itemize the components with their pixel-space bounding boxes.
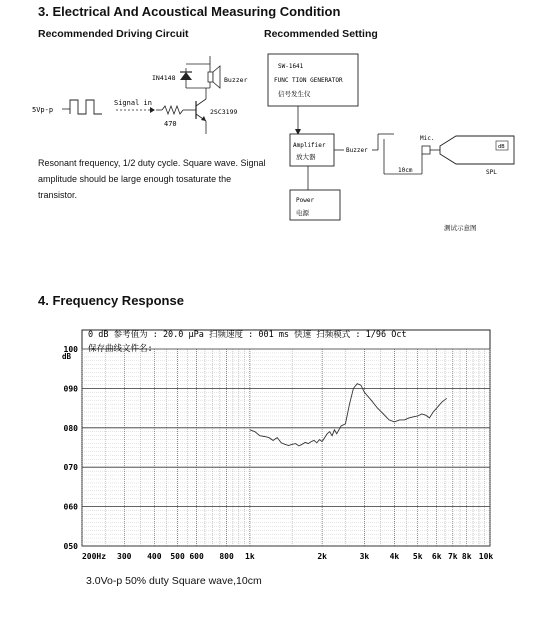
driving-circuit-diagram: [28, 44, 268, 144]
section4-title: 4. Frequency Response: [38, 293, 184, 308]
recommended-setting-title: Recommended Setting: [264, 28, 378, 40]
y-tick-label: 090: [63, 384, 78, 394]
x-tick-label: 3k: [359, 552, 370, 561]
input-label: 5Vp-p: [32, 106, 54, 114]
x-tick-label: 4k: [389, 552, 400, 561]
x-tick-label: 7k: [447, 552, 458, 561]
driving-circuit-title: Recommended Driving Circuit: [38, 28, 189, 40]
db-label: dB: [498, 144, 505, 150]
buzzer-label: Buzzer: [224, 76, 248, 84]
measuring-setup-diagram: [260, 44, 550, 244]
y-axis-label: dB: [62, 352, 72, 361]
power-label: Power: [296, 197, 315, 204]
distance-label: 10cm: [398, 167, 413, 174]
chart-caption: 3.0Vo-p 50% duty Square wave,10cm: [86, 575, 262, 587]
x-tick-label: 800: [219, 552, 234, 561]
y-tick-label: 080: [63, 423, 78, 433]
x-tick-label: 600: [189, 552, 204, 561]
chart-header-line2: 保存曲线文件名:: [88, 344, 153, 354]
signal-in-label: Signal in: [114, 99, 152, 107]
generator-model-label: SW-1641: [278, 63, 304, 70]
x-tick-label: 6k: [431, 552, 442, 561]
square-wave-symbol: [70, 100, 102, 114]
x-tick-label: 10k: [478, 552, 494, 561]
x-tick-label: 500: [170, 552, 185, 561]
diode-symbol: [180, 72, 192, 80]
x-tick-label: 5k: [412, 552, 423, 561]
x-tick-label: 2k: [317, 552, 327, 561]
setup-caption: 测试示意图: [444, 224, 477, 232]
section3-title: 3. Electrical And Acoustical Measuring Condition: [38, 4, 341, 19]
x-tick-label: 1k: [245, 552, 255, 561]
y-tick-label: 070: [63, 463, 78, 473]
buzzer-symbol: [208, 72, 213, 82]
transistor-label: 2SC3199: [210, 108, 238, 116]
resistor-label: 470: [164, 120, 177, 128]
y-tick-label: 100: [63, 345, 78, 354]
generator-cn-label: 信号发生仪: [278, 90, 311, 98]
y-tick-label: 050: [63, 542, 78, 551]
frequency-response-chart: [60, 322, 508, 564]
diode-label: IN4148: [152, 74, 176, 82]
x-tick-label: 200Hz: [81, 552, 107, 561]
amplifier-box: [290, 134, 334, 166]
mic-label: Mic.: [420, 135, 435, 142]
microphone-symbol: [422, 146, 430, 154]
circuit-description: Resonant frequency, 1/2 duty cycle. Square wave. Signal amplitude should be large enough tosaturate the transistor.: [38, 158, 266, 200]
spl-label: SPL: [486, 169, 497, 176]
x-tick-label: 300: [117, 552, 132, 561]
amplifier-cn-label: 放大器: [296, 153, 316, 161]
resistor-symbol: [162, 106, 183, 114]
power-cn-label: 电源: [296, 209, 309, 217]
setup-buzzer-label: Buzzer: [346, 147, 368, 154]
chart-header-text: 0 dB 参考值为 : 20.0 µPa 扫频速度 : 001 ms 快速 扫频模式 : 1/96 Oct: [88, 330, 407, 340]
x-tick-label: 400: [147, 552, 162, 561]
amplifier-label: Amplifier: [293, 142, 326, 149]
y-tick-label: 060: [63, 502, 78, 512]
x-tick-label: 8k: [461, 552, 472, 561]
generator-type-label: FUNC TION GENERATOR: [274, 77, 343, 84]
